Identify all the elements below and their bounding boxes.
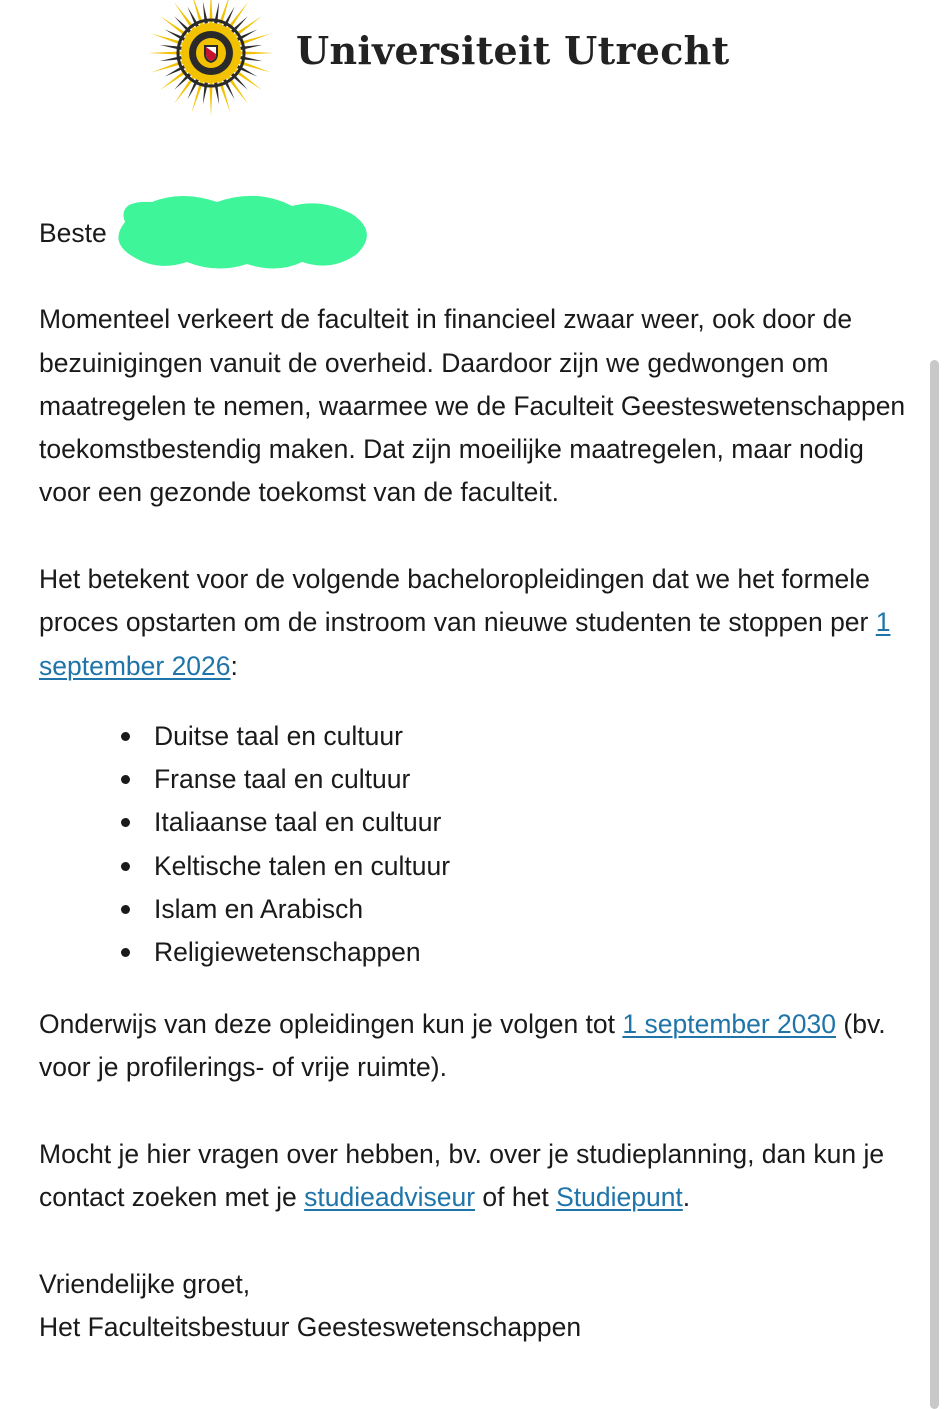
seal-ray bbox=[209, 83, 212, 116]
list-item bbox=[39, 758, 909, 801]
studieadviseur-link[interactable]: studieadviseur bbox=[304, 1182, 476, 1213]
list-item bbox=[39, 715, 909, 758]
program-name: Duitse taal en cultuur bbox=[154, 720, 403, 751]
seal-ray bbox=[241, 51, 274, 54]
paragraph-teaching-until bbox=[39, 1003, 909, 1090]
bullet-icon bbox=[121, 905, 130, 914]
signature: Het Faculteitsbestuur Geesteswetenschappen bbox=[39, 1312, 582, 1343]
bullet-icon bbox=[121, 818, 130, 827]
program-name: Italiaanse taal en cultuur bbox=[154, 807, 442, 838]
program-name: Franse taal en cultuur bbox=[154, 764, 411, 795]
seal-ray bbox=[148, 51, 181, 54]
list-item bbox=[39, 931, 909, 974]
scrollbar[interactable] bbox=[930, 360, 939, 1409]
greeting-text: Beste bbox=[39, 218, 107, 248]
paragraph-questions bbox=[39, 1133, 909, 1220]
program-list bbox=[39, 715, 909, 974]
paragraph-questions-middle: of het bbox=[475, 1182, 557, 1213]
paragraph-programs-intro bbox=[39, 558, 909, 688]
paragraph-programs-intro-text: Het betekent voor de volgende bacheloropleidingen dat we het formele proces opstarten om de instroom van nieuwe studenten te stoppen per bbox=[39, 564, 876, 638]
paragraph-teaching-text: Onderwijs van deze opleidingen kun je volgen tot bbox=[39, 1009, 623, 1040]
program-name: Islam en Arabisch bbox=[154, 893, 364, 924]
paragraph-questions-text: Mocht je hier vragen over hebben, bv. over je studieplanning, dan kun je contact zoeken met je bbox=[39, 1138, 885, 1213]
list-item bbox=[39, 801, 909, 844]
program-name: Religiewetenschappen bbox=[154, 936, 421, 967]
list-item bbox=[39, 845, 909, 888]
date-link-2026[interactable]: 1 september 2026 bbox=[39, 607, 891, 681]
paragraph-programs-intro-end: : bbox=[230, 650, 238, 681]
paragraph-teaching-end: (bv. voor je profilerings- of vrije ruimte). bbox=[39, 1009, 886, 1083]
bullet-icon bbox=[121, 732, 130, 741]
studiepunt-link[interactable]: Studiepunt bbox=[556, 1182, 683, 1213]
redacted-name-overlay bbox=[107, 192, 371, 272]
date-link-2030[interactable]: 1 september 2030 bbox=[622, 1009, 837, 1040]
university-name: Universiteit Utrecht bbox=[296, 28, 730, 73]
program-name: Keltische talen en cultuur bbox=[154, 850, 451, 881]
paragraph-finances: Momenteel verkeert de faculteit in financieel zwaar weer, ook door de bezuinigingen vanuit de overheid. Daardoor zijn we gedwongen om maatregelen te nemen, waarmee we de Faculteit Geesteswetenschappen toekomstbestendig maken. Dat zijn moeilijke maatregelen, maar nodig voor een gezonde toekomst van de faculteit. bbox=[39, 304, 906, 508]
list-item bbox=[39, 888, 909, 931]
bullet-icon bbox=[121, 948, 130, 957]
university-seal-logo bbox=[146, 0, 276, 118]
email-body bbox=[39, 212, 909, 1349]
bullet-icon bbox=[121, 775, 130, 784]
closing: Vriendelijke groet, bbox=[39, 1268, 251, 1299]
bullet-icon bbox=[121, 862, 130, 871]
paragraph-questions-end: . bbox=[682, 1182, 691, 1213]
email-header bbox=[0, 0, 945, 130]
greeting bbox=[39, 212, 909, 255]
